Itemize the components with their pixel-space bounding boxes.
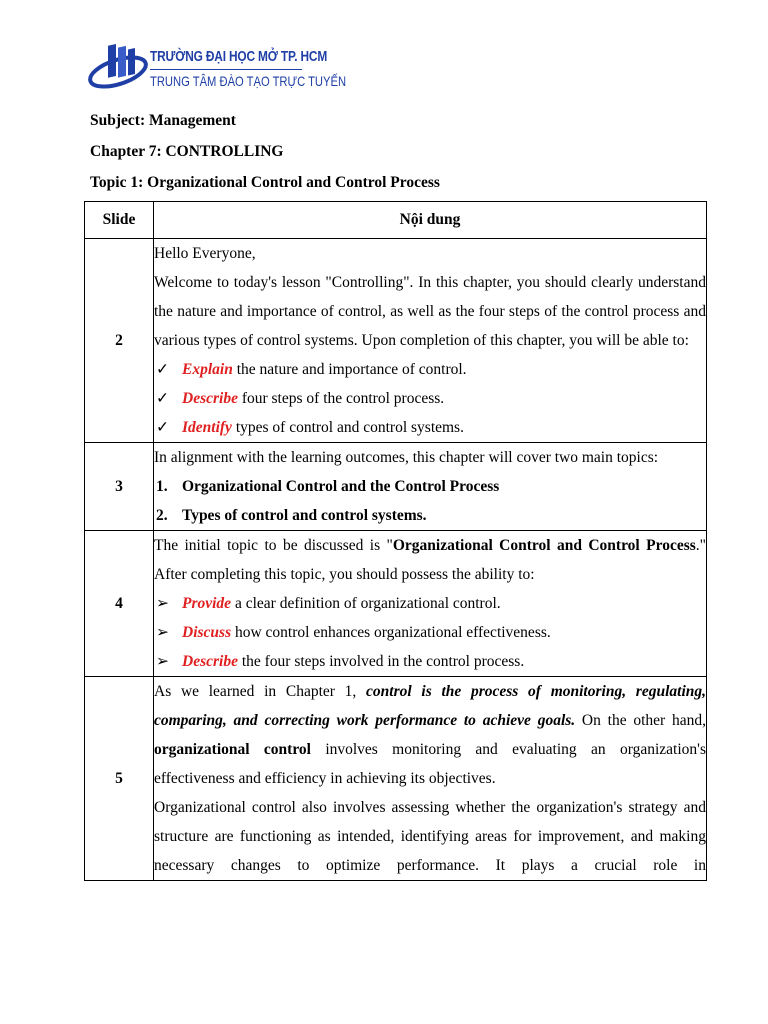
greeting-text: Hello Everyone, bbox=[154, 245, 256, 262]
slide-number: 3 bbox=[85, 443, 154, 531]
arrow-bullet-icon: ➢ bbox=[156, 595, 169, 612]
bullet-keyword: Identify bbox=[182, 419, 232, 436]
explanation-paragraph: Organizational control also involves assessing whether the organization's strategy and structure are functioning as intended, identifying areas for improvement, and making necessary changes to optimize performance. It plays a crucial role in bbox=[154, 799, 706, 874]
bullet-text: the four steps involved in the control process. bbox=[237, 653, 525, 670]
intro-text: The initial topic to be discussed is " bbox=[154, 537, 393, 554]
table-row bbox=[85, 677, 707, 881]
intro-paragraph: Welcome to today's lesson "Controlling". In this chapter, you should clearly understand the nature and importance of control, as well as the four steps of the control process and various types of control systems. Upon completion of this chapter, you will be able to: bbox=[154, 274, 706, 349]
bullet-keyword: Provide bbox=[182, 595, 232, 612]
check-icon: ✓ bbox=[156, 361, 169, 378]
intro-text: ." After completing this topic, you should possess the ability to: bbox=[154, 537, 706, 583]
slide-content bbox=[154, 239, 707, 443]
slide-content bbox=[154, 443, 707, 531]
list-item bbox=[154, 413, 706, 442]
list-item bbox=[154, 589, 706, 618]
key-term: organizational control bbox=[154, 741, 311, 758]
logo-divider bbox=[150, 69, 302, 70]
subject-heading: Subject: Management bbox=[90, 112, 236, 129]
list-item bbox=[154, 384, 706, 413]
bullet-keyword: Describe bbox=[182, 653, 238, 670]
arrow-bullet-icon: ➢ bbox=[156, 624, 169, 641]
column-header-content: Nội dung bbox=[154, 202, 707, 239]
bullet-text: how control enhances organizational effectiveness. bbox=[231, 624, 551, 641]
list-number: 1. bbox=[156, 478, 168, 495]
topic-title: Organizational Control and the Control Process bbox=[182, 478, 500, 495]
column-header-slide: Slide bbox=[85, 202, 154, 239]
topic-heading: Topic 1: Organizational Control and Control Process bbox=[90, 174, 440, 191]
slide-number: 2 bbox=[85, 239, 154, 443]
bullet-keyword: Explain bbox=[182, 361, 233, 378]
paragraph-text: As we learned in Chapter 1, bbox=[154, 683, 367, 700]
logo-university-name: TRƯỜNG ĐẠI HỌC MỞ TP. HCM bbox=[150, 49, 328, 65]
logo-center-name: TRUNG TÂM ĐÀO TẠO TRỰC TUYẾN bbox=[150, 73, 347, 89]
chapter-heading: Chapter 7: CONTROLLING bbox=[90, 143, 284, 160]
table-row bbox=[85, 531, 707, 677]
list-item bbox=[154, 472, 706, 501]
lesson-table bbox=[84, 201, 707, 881]
slide-number: 4 bbox=[85, 531, 154, 677]
slide-number: 5 bbox=[85, 677, 154, 881]
bullet-text: four steps of the control process. bbox=[237, 390, 445, 407]
bullet-text: a clear definition of organizational control. bbox=[231, 595, 501, 612]
slide-content bbox=[154, 531, 707, 677]
list-item bbox=[154, 501, 706, 530]
slide-content bbox=[154, 677, 707, 881]
table-row bbox=[85, 443, 707, 531]
list-number: 2. bbox=[156, 507, 168, 524]
intro-paragraph bbox=[154, 531, 706, 589]
university-logo bbox=[88, 44, 347, 94]
university-book-icon bbox=[88, 44, 150, 94]
check-icon: ✓ bbox=[156, 390, 169, 407]
intro-paragraph: In alignment with the learning outcomes, this chapter will cover two main topics: bbox=[154, 449, 659, 466]
bullet-text: the nature and importance of control. bbox=[232, 361, 467, 378]
paragraph-text: involves monitoring and evaluating an organization's effectiveness and efficiency in achieving its objectives. bbox=[154, 741, 706, 787]
arrow-bullet-icon: ➢ bbox=[156, 653, 169, 670]
bullet-keyword: Describe bbox=[182, 390, 238, 407]
bullet-text: types of control and control systems. bbox=[231, 419, 464, 436]
table-row bbox=[85, 239, 707, 443]
table-header-row bbox=[85, 202, 707, 239]
list-item bbox=[154, 647, 706, 676]
bullet-keyword: Discuss bbox=[182, 624, 232, 641]
topic-title: Types of control and control systems. bbox=[182, 507, 427, 524]
definition-paragraph bbox=[154, 677, 706, 793]
paragraph-text: On the other hand, bbox=[575, 712, 707, 729]
control-definition: control is the process of monitoring, regulating, comparing, and correcting work performance to achieve goals. bbox=[154, 683, 706, 729]
check-icon: ✓ bbox=[156, 419, 169, 436]
topic-name: Organizational Control and Control Process bbox=[392, 537, 696, 554]
list-item bbox=[154, 355, 706, 384]
list-item bbox=[154, 618, 706, 647]
